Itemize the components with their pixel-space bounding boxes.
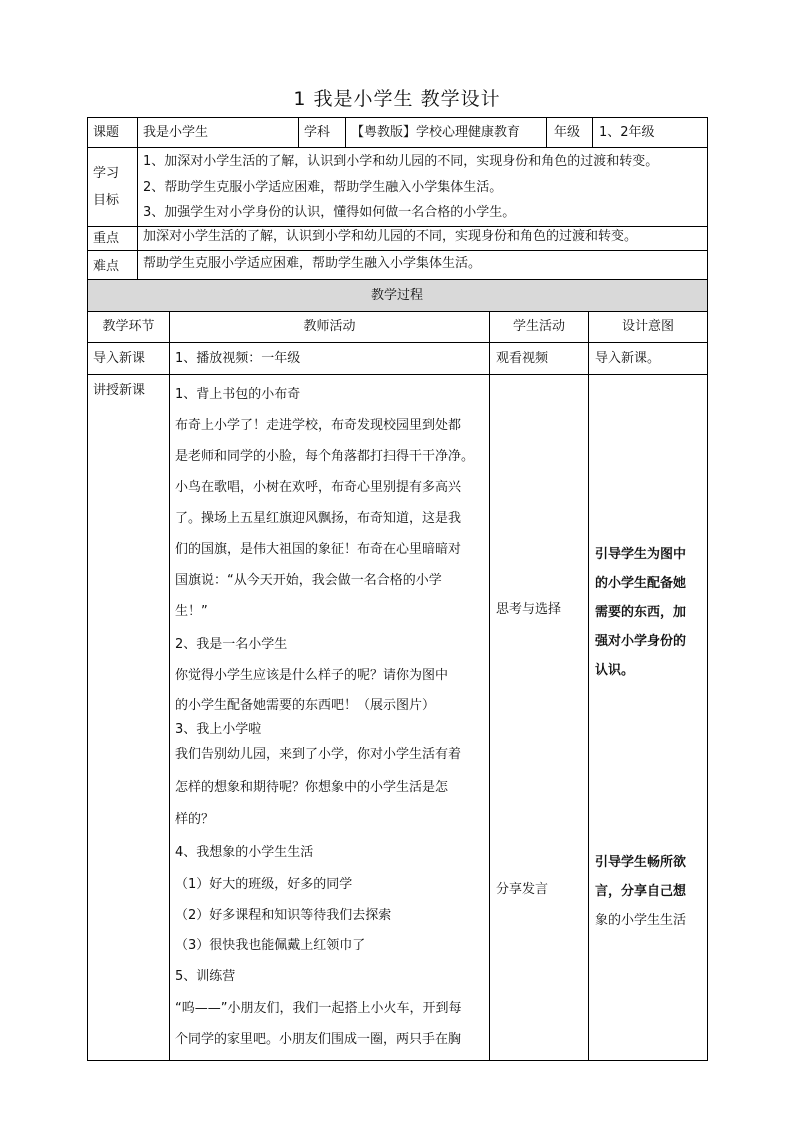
table-border xyxy=(489,311,490,1061)
text-line: 2、我是一名小学生 xyxy=(175,637,288,652)
goal-item: 3、加强学生对小学身份的认识，懂得如何做一名合格的小学生。 xyxy=(143,205,516,220)
column-header-stage: 教学环节 xyxy=(102,319,155,334)
intro-teacher-activity: 1、播放视频：一年级 xyxy=(175,351,301,366)
text-line: 是老师和同学的小脸，每个角落都打扫得干干净净。 xyxy=(175,449,475,464)
table-border xyxy=(137,117,138,280)
table-border xyxy=(87,226,708,227)
table-border xyxy=(345,117,346,148)
text-line: （1）好大的班级，好多的同学 xyxy=(175,877,353,892)
table-border xyxy=(87,117,88,1061)
text-line: 样的？ xyxy=(175,812,215,827)
text-line: 的小学生配备她需要的东西吧！（展示图片） xyxy=(175,698,436,713)
column-header-intent: 设计意图 xyxy=(621,319,674,334)
text-line: 5、训练营 xyxy=(175,969,236,984)
goal-item: 1、加深对小学生活的了解，认识到小学和幼儿园的不同，实现身份和角色的过渡和转变。 xyxy=(143,154,659,169)
text-line: 强对小学身份的 xyxy=(595,634,687,649)
table-border xyxy=(87,374,708,375)
text-line: 引导学生为图中 xyxy=(595,547,687,562)
text-line: 3、我上小学啦 xyxy=(175,722,262,737)
text-line: 个同学的家里吧。小朋友们围成一圈，两只手在胸 xyxy=(175,1032,462,1047)
table-border xyxy=(298,117,299,148)
text-line: 小鸟在歌唱，小树在欢呼，布奇心里别提有多高兴 xyxy=(175,480,462,495)
student-activity-think: 思考与选择 xyxy=(496,602,562,617)
table-border xyxy=(87,117,708,118)
table-border xyxy=(87,147,708,148)
grade-value: 1、2年级 xyxy=(599,125,655,140)
intro-design-intent: 导入新课。 xyxy=(595,351,661,366)
text-line: 你觉得小学生应该是什么样子的呢？请你为图中 xyxy=(175,668,449,683)
table-border xyxy=(87,279,708,280)
table-border xyxy=(87,1060,708,1061)
text-line: 象的小学生生活 xyxy=(595,913,687,928)
table-border xyxy=(87,311,708,312)
lesson-label: 课题 xyxy=(93,125,120,140)
text-line: 布奇上小学了！走进学校，布奇发现校园里到处都 xyxy=(175,418,462,433)
goal-item: 2、帮助学生克服小学适应困难，帮助学生融入小学集体生活。 xyxy=(143,180,503,195)
student-activity-share: 分享发言 xyxy=(496,882,549,897)
table-border xyxy=(707,117,708,1061)
table-border xyxy=(169,311,170,1061)
text-line: 4、我想象的小学生生活 xyxy=(175,845,314,860)
text-line: 怎样的想象和期待呢？你想象中的小学生活是怎 xyxy=(175,780,449,795)
text-line: 我们告别幼儿园，来到了小学，你对小学生活有着 xyxy=(175,747,462,762)
goals-label-line-1: 学习 xyxy=(93,166,120,181)
subject-label: 学科 xyxy=(304,125,331,140)
page-title: 1 我是小学生 教学设计 xyxy=(293,88,501,110)
table-border xyxy=(588,311,589,1061)
lesson-value: 我是小学生 xyxy=(143,125,209,140)
intro-stage: 导入新课 xyxy=(93,351,146,366)
text-line: 国旗说：“从今天开始，我会做一名合格的小学 xyxy=(175,573,442,588)
key-point-label: 重点 xyxy=(93,231,120,246)
table-border xyxy=(87,342,708,343)
difficulty-label: 难点 xyxy=(93,259,120,274)
table-border xyxy=(546,117,547,148)
intro-student-activity: 观看视频 xyxy=(496,351,549,366)
process-heading: 教学过程 xyxy=(370,288,423,303)
text-line: 需要的东西，加 xyxy=(595,605,687,620)
text-line: 了。操场上五星红旗迎风飘扬，布奇知道，这是我 xyxy=(175,511,462,526)
goals-label-line-2: 目标 xyxy=(93,193,120,208)
key-point-text: 加深对小学生活的了解，认识到小学和幼儿园的不同，实现身份和角色的过渡和转变。 xyxy=(143,229,638,244)
subject-value: 【粤教版】学校心理健康教育 xyxy=(351,125,521,140)
table-border xyxy=(592,117,593,148)
text-line: （2）好多课程和知识等待我们去探索 xyxy=(175,908,392,923)
text-line: 引导学生畅所欲 xyxy=(595,855,687,870)
text-line: （3）很快我也能佩戴上红领巾了 xyxy=(175,938,366,953)
text-line: 1、背上书包的小布奇 xyxy=(175,387,301,402)
text-line: “呜——”小朋友们，我们一起搭上小火车，开到每 xyxy=(175,1001,462,1016)
teach-stage: 讲授新课 xyxy=(93,383,146,398)
text-line: 认识。 xyxy=(595,663,635,678)
text-line: 的小学生配备她 xyxy=(595,576,687,591)
column-header-student: 学生活动 xyxy=(512,319,565,334)
text-line: 生！” xyxy=(175,604,208,619)
text-line: 们的国旗，是伟大祖国的象征！布奇在心里暗暗对 xyxy=(175,542,462,557)
table-border xyxy=(87,250,708,251)
text-line: 言，分享自己想 xyxy=(595,884,687,899)
difficulty-text: 帮助学生克服小学适应困难，帮助学生融入小学集体生活。 xyxy=(143,256,482,271)
column-header-teacher: 教师活动 xyxy=(303,319,356,334)
grade-label: 年级 xyxy=(554,125,581,140)
